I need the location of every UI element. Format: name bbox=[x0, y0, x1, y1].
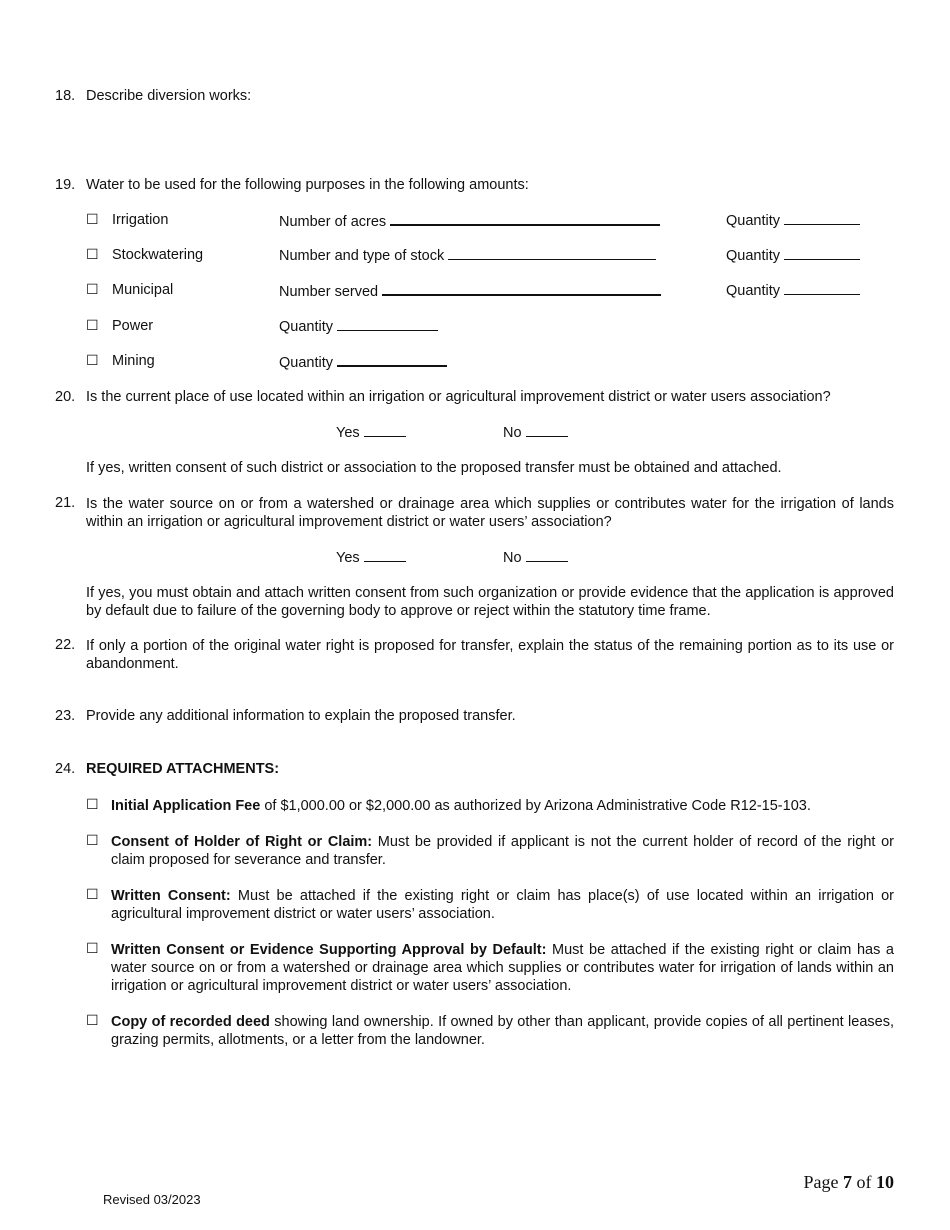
q21-text: Is the water source on or from a watershed or drainage area which supplies or contributes water for the irrigation of lands within an irrigation or agricultural improvement district or water users’ association? bbox=[86, 496, 894, 530]
q23-text: Provide any additional information to explain the proposed transfer. bbox=[86, 708, 516, 724]
municipal-quantity: Quantity bbox=[726, 282, 860, 299]
q20-text: Is the current place of use located within an irrigation or agricultural improvement district or water users association? bbox=[86, 389, 831, 405]
municipal-served-blank[interactable] bbox=[382, 282, 661, 296]
q24-number: 24. bbox=[55, 761, 76, 777]
q23-number: 23. bbox=[55, 708, 76, 724]
q20-no: No bbox=[503, 424, 568, 441]
q22-number: 22. bbox=[55, 637, 76, 653]
power-label: Power bbox=[112, 318, 154, 334]
stockwatering-field: Number and type of stock bbox=[279, 247, 656, 264]
revised-date: Revised 03/2023 bbox=[103, 1192, 201, 1207]
page-number: Page 7 of 10 bbox=[803, 1172, 894, 1192]
irrigation-acres-blank[interactable] bbox=[390, 212, 660, 226]
irrigation-label: Irrigation bbox=[112, 212, 169, 228]
power-quantity-blank[interactable] bbox=[337, 318, 438, 331]
stockwatering-label: Stockwatering bbox=[112, 247, 204, 263]
q21-number: 21. bbox=[55, 495, 76, 511]
attachment-default-approval: Written Consent or Evidence Supporting Approval by Default: Must be attached if the existing right or claim has a water source on or from a watershed or drainage area which supplies or contributes water for irrigation of lands within an irrigation or agricultural improvement district or water users’ association. bbox=[111, 942, 894, 994]
q18-text: Describe diversion works: bbox=[86, 88, 252, 104]
q20-yes: Yes bbox=[336, 424, 406, 441]
attachment-fee-checkbox[interactable]: ☐ bbox=[86, 796, 99, 812]
mining-quantity-blank[interactable] bbox=[337, 353, 447, 367]
irrigation-quantity: Quantity bbox=[726, 212, 860, 229]
q19-text: Water to be used for the following purposes in the following amounts: bbox=[86, 177, 529, 193]
q18-number: 18. bbox=[55, 88, 76, 104]
attachment-holder-consent: Consent of Holder of Right or Claim: Must be provided if applicant is not the current holder of record of the right or claim proposed for severance and transfer. bbox=[111, 834, 894, 868]
attachment-fee: Initial Application Fee of $1,000.00 or $2,000.00 as authorized by Arizona Administrative Code R12-15-103. bbox=[111, 798, 811, 814]
q20-yes-blank[interactable] bbox=[364, 424, 406, 437]
q21-yes: Yes bbox=[336, 549, 406, 566]
power-checkbox[interactable]: ☐ bbox=[86, 317, 99, 333]
attachment-deed-checkbox[interactable]: ☐ bbox=[86, 1012, 99, 1028]
q22-text: If only a portion of the original water right is proposed for transfer, explain the status of the remaining portion as to its use or abandonment. bbox=[86, 638, 894, 672]
attachment-default-approval-checkbox[interactable]: ☐ bbox=[86, 940, 99, 956]
municipal-checkbox[interactable]: ☐ bbox=[86, 281, 99, 297]
q21-yes-blank[interactable] bbox=[364, 549, 406, 562]
municipal-quantity-blank[interactable] bbox=[784, 282, 860, 295]
irrigation-quantity-blank[interactable] bbox=[784, 212, 860, 225]
attachment-deed: Copy of recorded deed showing land ownership. If owned by other than applicant, provide copies of all pertinent leases, grazing permits, allotments, or a letter from the landowner. bbox=[111, 1014, 894, 1048]
q20-no-blank[interactable] bbox=[526, 424, 568, 437]
irrigation-field: Number of acres bbox=[279, 212, 660, 230]
power-field: Quantity bbox=[279, 318, 438, 335]
irrigation-checkbox[interactable]: ☐ bbox=[86, 211, 99, 227]
q21-no-blank[interactable] bbox=[526, 549, 568, 562]
mining-field: Quantity bbox=[279, 353, 447, 371]
attachment-written-consent: Written Consent: Must be attached if the existing right or claim has place(s) of use located within an irrigation or agricultural improvement district or water users’ association. bbox=[111, 888, 895, 922]
q21-no: No bbox=[503, 549, 568, 566]
required-attachments-heading: REQUIRED ATTACHMENTS: bbox=[86, 761, 280, 777]
mining-checkbox[interactable]: ☐ bbox=[86, 352, 99, 368]
q19-number: 19. bbox=[55, 177, 76, 193]
q20-number: 20. bbox=[55, 389, 76, 405]
stockwatering-quantity-blank[interactable] bbox=[784, 247, 860, 260]
attachment-holder-consent-checkbox[interactable]: ☐ bbox=[86, 832, 99, 848]
stockwatering-stock-blank[interactable] bbox=[448, 247, 656, 260]
mining-label: Mining bbox=[112, 353, 155, 369]
municipal-label: Municipal bbox=[112, 282, 174, 298]
municipal-field: Number served bbox=[279, 282, 661, 300]
q21-note: If yes, you must obtain and attach written consent from such organization or provide evidence that the application is approved by default due to failure of the governing body to approve or reject within the statutory time frame. bbox=[86, 585, 894, 619]
q20-note: If yes, written consent of such district or association to the proposed transfer must be obtained and attached. bbox=[86, 460, 782, 476]
attachment-written-consent-checkbox[interactable]: ☐ bbox=[86, 886, 99, 902]
stockwatering-quantity: Quantity bbox=[726, 247, 860, 264]
stockwatering-checkbox[interactable]: ☐ bbox=[86, 246, 99, 262]
